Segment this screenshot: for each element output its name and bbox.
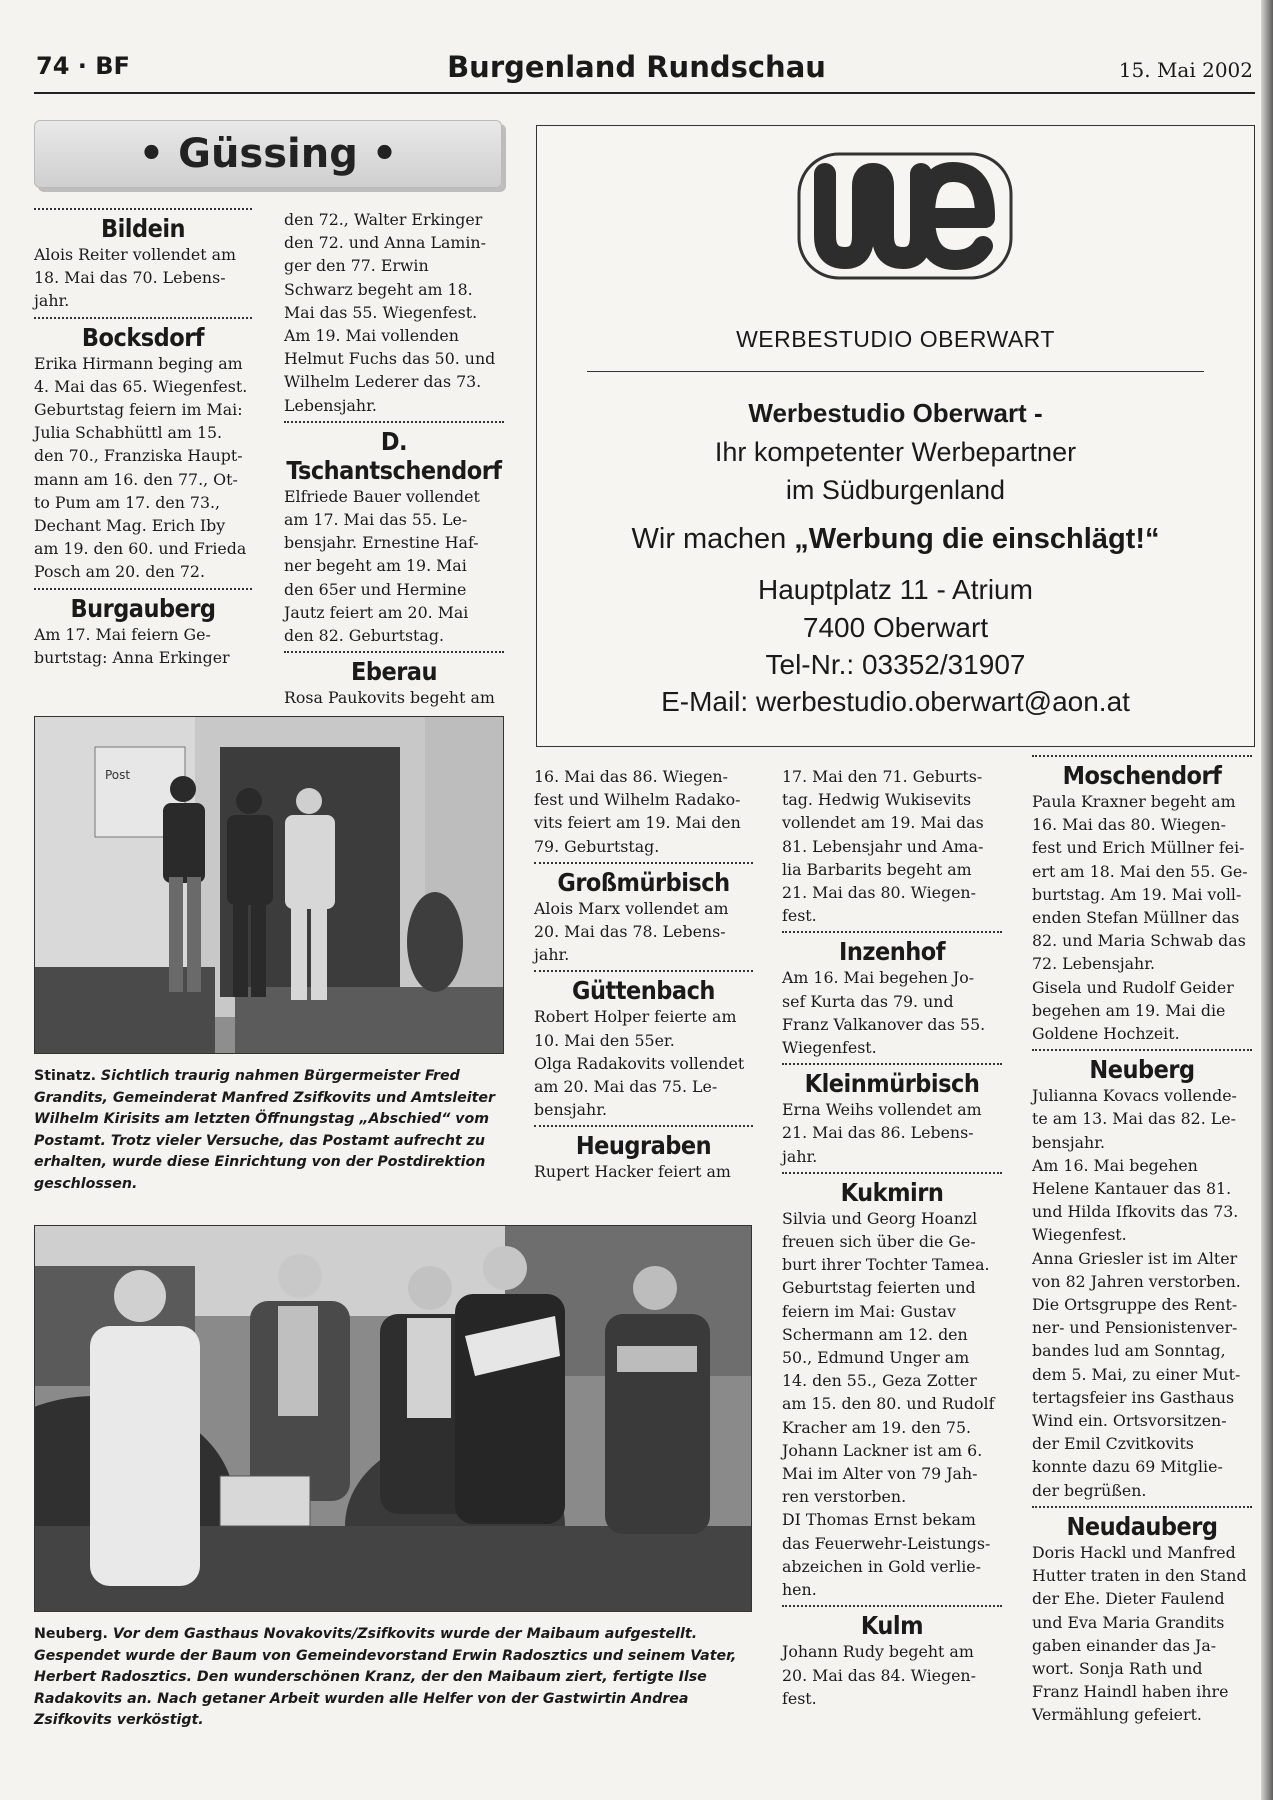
article-line: Silvia und Georg Hoanzl (782, 1208, 978, 1228)
article-line: 14. den 55., Geza Zotter (782, 1371, 977, 1391)
we-logo (795, 146, 1015, 286)
ad-divider (587, 371, 1204, 372)
article-line: Erna Weihs vollendet am (782, 1100, 982, 1120)
article-line: freuen sich über die Ge- (782, 1232, 976, 1252)
article-line: der begrüßen. (1032, 1480, 1147, 1500)
article-line: tag. Hedwig Wukisevits (782, 790, 972, 810)
article-line: begehen am 19. Mai die (1032, 1000, 1226, 1020)
ad-line2: im Südburgenland (785, 475, 1006, 505)
article-line: bensjahr. (534, 1100, 608, 1120)
article-line: ner begeht am 19. Mai (284, 556, 467, 576)
article-line: jahr. (782, 1146, 818, 1166)
village-heading: Neuberg (1032, 1049, 1252, 1084)
village-heading: Güttenbach (534, 970, 753, 1005)
ad-address2: 7400 Oberwart (802, 612, 989, 643)
article-line: von 82 Jahren verstorben. (1032, 1271, 1241, 1291)
article-line: das Feuerwehr-Leistungs- (782, 1533, 991, 1553)
article-line: am 17. Mai das 55. Le- (284, 510, 468, 530)
article-line: Rosa Paukovits begeht am (284, 688, 495, 708)
article-line: lia Barbarits begeht am (782, 859, 972, 879)
article-line: DI Thomas Ernst bekam (782, 1510, 976, 1530)
photo-maibaum (34, 1225, 752, 1612)
article-line: bensjahr. (1032, 1132, 1106, 1152)
article-line: Wilhelm Lederer das 73. (284, 372, 482, 392)
article-line: Am 19. Mai vollenden (284, 326, 459, 346)
article-line: 18. Mai das 70. Lebens- (34, 268, 226, 288)
article-line: Franz Haindl haben ihre (1032, 1682, 1229, 1702)
article-line: Hutter traten in den Stand (1032, 1566, 1247, 1586)
article-line: Julia Schabhüttl am 15. (34, 423, 223, 443)
article-line: 81. Lebensjahr und Ama- (782, 836, 984, 856)
photo-post-office-image (35, 717, 503, 1053)
article-line: burtstag. Am 19. Mai voll- (1032, 884, 1242, 904)
article-line: Elfriede Bauer vollendet (284, 486, 480, 506)
photo-maibaum-image (35, 1226, 751, 1611)
article-line: 17. Mai den 71. Geburts- (782, 767, 983, 786)
photo-post-office (34, 716, 504, 1054)
article-line: Erika Hirmann beging am (34, 353, 243, 373)
article-line: Dechant Mag. Erich Iby (34, 516, 226, 536)
article-line: jahr. (534, 945, 570, 965)
article-line: fest und Wilhelm Radako- (534, 790, 741, 810)
ad-slogan (537, 523, 1254, 556)
article-line: Olga Radakovits vollendet (534, 1053, 745, 1073)
article-line: Alois Marx vollendet am (534, 898, 729, 918)
article-line: Am 17. Mai feiern Ge- (34, 624, 211, 644)
article-line: 79. Geburtstag. (534, 836, 660, 856)
article-line: Gisela und Rudolf Geider (1032, 977, 1234, 997)
column-3 (534, 765, 753, 1184)
article-line: Am 16. Mai begehen Jo- (782, 968, 975, 988)
article-line: Am 16. Mai begehen (1032, 1155, 1198, 1175)
village-heading: D. Tschantschendorf (284, 421, 504, 485)
section-banner: • Güssing • (34, 120, 502, 188)
article-line: ger den 77. Erwin (284, 256, 429, 276)
article-line: dem 5. Mai, zu einer Mut- (1032, 1364, 1241, 1384)
caption-neuberg-text: Vor dem Gasthaus Novakovits/Zsifkovits wurde der Maibaum aufgestellt. Gespendet wurde der Baum von Gemeindevorstand Erwin Radosztics und seinem Vater, Herbert Radosztics. Den wunderschönen Kranz, der den Maibaum ziert, fertigte Ilse Radakovits an. Nach getaner Arbeit wurden alle Helfer von der Gastwirtin Andrea Zsifkovits verköstigt. (34, 1626, 737, 1729)
post-sign: Post (105, 768, 131, 782)
village-heading: Moschendorf (1032, 755, 1252, 790)
column-4 (782, 765, 1002, 1710)
article-line: burt ihrer Tochter Tamea. (782, 1255, 990, 1275)
article-line: und Eva Maria Grandits (1032, 1612, 1225, 1632)
column-2 (284, 208, 504, 709)
article-line: mann am 16. den 77., Ot- (34, 469, 238, 489)
article-line: Wiegenfest. (1032, 1225, 1127, 1245)
article-line: burtstag: Anna Erkinger (34, 647, 230, 667)
article-line: den 65er und Hermine (284, 579, 467, 599)
article-line: vollendet am 19. Mai das (782, 813, 984, 833)
article-line: Posch am 20. den 72. (34, 562, 205, 582)
article-line: am 19. den 60. und Frieda (34, 539, 247, 559)
ad-slogan-pre: Wir machen (631, 523, 795, 555)
ad-headline: Werbestudio Oberwart - (748, 398, 1043, 428)
ad-slogan-bold: „Werbung die einschlägt!“ (794, 523, 1160, 555)
caption-neuberg-place: Neuberg. (34, 1626, 108, 1642)
ad-phone: Tel-Nr.: 03352/31907 (765, 649, 1026, 680)
article-line: fest. (782, 1688, 817, 1708)
article-line: den 72. und Anna Lamin- (284, 233, 486, 253)
article-line: der Ehe. Dieter Faulend (1032, 1589, 1225, 1609)
article-line: 20. Mai das 78. Lebens- (534, 922, 726, 942)
article-line: Jautz feiert am 20. Mai (284, 602, 469, 622)
village-heading: Großmürbisch (534, 862, 753, 897)
article-line: Mai im Alter von 79 Jah- (782, 1464, 978, 1484)
caption-stinatz-place: Stinatz. (34, 1068, 96, 1084)
article-line: to Pum am 17. den 73., (34, 492, 221, 512)
article-line: fest und Erich Müllner fei- (1032, 838, 1245, 858)
advertisement (536, 125, 1255, 747)
article-line: wort. Sonja Rath und (1032, 1658, 1203, 1678)
village-heading: Bildein (34, 208, 252, 243)
article-line: 50., Edmund Unger am (782, 1348, 970, 1368)
article-line: den 70., Franziska Haupt- (34, 446, 243, 466)
article-line: ert am 18. Mai den 55. Ge- (1032, 861, 1248, 881)
village-heading: Burgauberg (34, 588, 252, 623)
article-line: den 72., Walter Erkinger (284, 210, 483, 229)
article-line: Goldene Hochzeit. (1032, 1024, 1180, 1044)
article-line: hen. (782, 1580, 817, 1600)
article-line: Paula Kraxner begeht am (1032, 792, 1236, 811)
village-heading: Heugraben (534, 1125, 753, 1160)
article-line: abzeichen in Gold verlie- (782, 1556, 981, 1576)
header-rule (34, 92, 1255, 94)
article-line: Die Ortsgruppe des Rent- (1032, 1295, 1238, 1315)
village-heading: Kleinmürbisch (782, 1063, 1002, 1098)
article-line: Schermann am 12. den (782, 1324, 968, 1344)
article-line: bandes lud am Sonntag, (1032, 1341, 1226, 1361)
village-heading: Inzenhof (782, 931, 1002, 966)
article-line: 20. Mai das 84. Wiegen- (782, 1665, 976, 1685)
article-line: 16. Mai das 86. Wiegen- (534, 767, 728, 786)
article-line: 16. Mai das 80. Wiegen- (1032, 815, 1226, 835)
article-line: gaben einander das Ja- (1032, 1635, 1217, 1655)
article-line: 4. Mai das 65. Wiegenfest. (34, 376, 248, 396)
article-line: 21. Mai das 86. Lebens- (782, 1123, 974, 1143)
article-line: Mai das 55. Wiegenfest. (284, 302, 478, 322)
newspaper-title: Burgenland Rundschau (447, 50, 826, 84)
village-heading: Bocksdorf (34, 317, 252, 352)
article-line: fest. (782, 906, 817, 926)
article-line: Rupert Hacker feiert am (534, 1162, 731, 1182)
page-edge-shadow (1261, 0, 1273, 1800)
village-heading: Kulm (782, 1605, 1002, 1640)
article-line: jahr. (34, 291, 70, 311)
logo-text: we (904, 281, 906, 282)
article-line: am 20. Mai das 75. Le- (534, 1077, 718, 1097)
article-line: tertagsfeier ins Gasthaus (1032, 1387, 1235, 1407)
article-line: Anna Griesler ist im Alter (1032, 1248, 1238, 1268)
article-line: und Hilda Ifkovits das 73. (1032, 1202, 1239, 1222)
ad-brand: WERBESTUDIO OBERWART (736, 326, 1055, 352)
article-line: Alois Reiter vollendet am (34, 245, 237, 264)
article-line: Vermählung gefeiert. (1032, 1705, 1202, 1725)
article-line: Doris Hackl und Manfred (1032, 1542, 1236, 1562)
article-line: sef Kurta das 79. und (782, 991, 954, 1011)
article-line: te am 13. Mai das 82. Le- (1032, 1109, 1236, 1129)
article-line: Johann Rudy begeht am (782, 1642, 974, 1662)
article-line: 82. und Maria Schwab das (1032, 931, 1246, 951)
column-5 (1032, 755, 1252, 1727)
article-line: der Emil Czvitkovits (1032, 1434, 1194, 1454)
article-line: Geburtstag feiern im Mai: (34, 400, 243, 420)
article-line: vits feiert am 19. Mai den (534, 813, 741, 833)
article-line: den 82. Geburtstag. (284, 626, 444, 646)
village-heading: Eberau (284, 651, 504, 686)
village-heading: Neudauberg (1032, 1506, 1252, 1541)
village-heading: Kukmirn (782, 1172, 1002, 1207)
article-line: bensjahr. Ernestine Haf- (284, 533, 479, 553)
page-number: 74 · BF (36, 52, 130, 80)
article-line: 10. Mai den 55er. (534, 1030, 675, 1050)
article-line: Robert Holper feierte am (534, 1007, 737, 1027)
article-line: Julianna Kovacs vollende- (1032, 1086, 1237, 1106)
article-line: Geburtstag feierten und (782, 1278, 976, 1298)
article-line: Wiegenfest. (782, 1038, 877, 1058)
article-line: Helmut Fuchs das 50. und (284, 349, 496, 369)
article-line: Franz Valkanover das 55. (782, 1014, 986, 1034)
column-1 (34, 208, 252, 669)
article-line: Wind ein. Ortsvorsitzen- (1032, 1411, 1227, 1431)
article-line: am 15. den 80. und Rudolf (782, 1394, 995, 1414)
article-line: ren verstorben. (782, 1487, 907, 1507)
article-line: Kracher am 19. den 75. (782, 1417, 972, 1437)
article-line: feiern im Mai: Gustav (782, 1301, 956, 1321)
ad-email: E-Mail: werbestudio.oberwart@aon.at (661, 686, 1130, 717)
article-line: Lebensjahr. (284, 395, 377, 415)
article-line: 21. Mai das 80. Wiegen- (782, 883, 976, 903)
caption-stinatz-text: Sichtlich traurig nahmen Bürgermeister Fred Grandits, Gemeinderat Manfred Zsifkovits und Amtsleiter Wilhelm Kirisits am letzten Öffnungstag „Abschied“ vom Postamt. Trotz vieler Versuche, das Postamt aufrecht zu erhalten, wurde diese Einrichtung von der Postdirektion geschlossen. (34, 1068, 496, 1192)
article-line: ner- und Pensionistenver- (1032, 1318, 1238, 1338)
ad-address1: Hauptplatz 11 - Atrium (758, 574, 1033, 605)
caption-neuberg (34, 1624, 750, 1732)
article-line: Johann Lackner ist am 6. (782, 1440, 983, 1460)
article-line: Schwarz begeht am 18. (284, 279, 473, 299)
ad-line1: Ihr kompetenter Werbepartner (714, 437, 1077, 467)
caption-stinatz (34, 1066, 502, 1196)
article-line: 72. Lebensjahr. (1032, 954, 1156, 974)
issue-date: 15. Mai 2002 (1118, 58, 1253, 82)
article-line: enden Stefan Müllner das (1032, 908, 1240, 928)
article-line: konnte dazu 69 Mitglie- (1032, 1457, 1223, 1477)
article-line: Helene Kantauer das 81. (1032, 1179, 1232, 1199)
